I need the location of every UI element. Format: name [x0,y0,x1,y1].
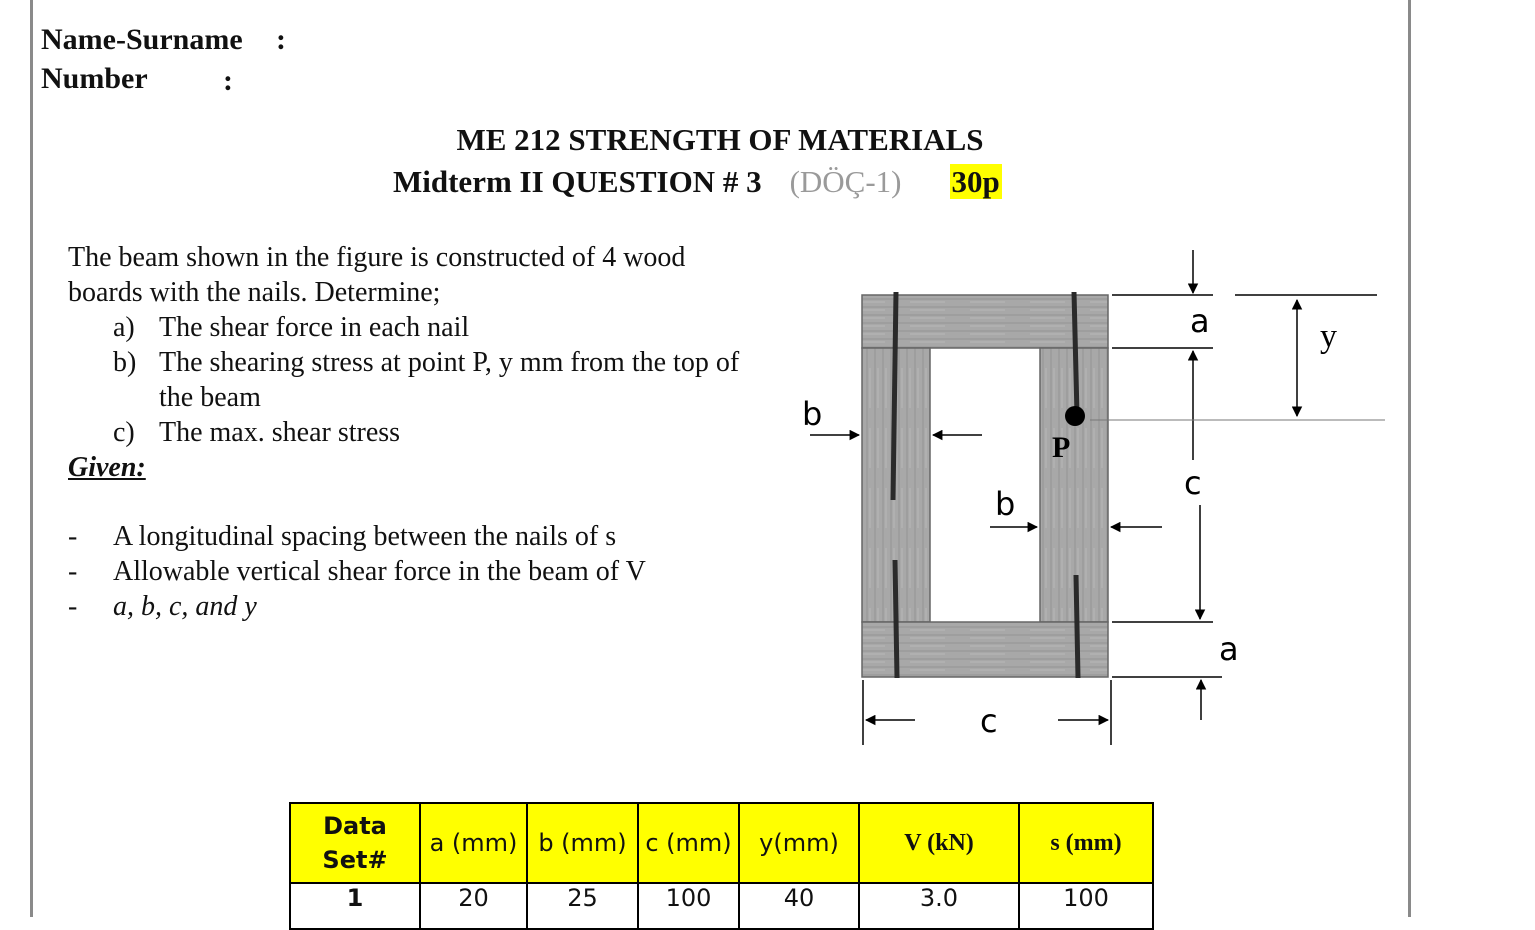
question-text: The shear force in each nail [159,312,470,343]
table-cell: 40 [739,883,859,929]
nail-top-left [893,292,896,500]
bullet-dash: - [68,521,78,552]
table-cell: 100 [638,883,739,929]
dim-c-vertical: c [1184,464,1202,502]
dim-a-top: a [1190,302,1210,340]
header-cell: V (kN) [859,803,1019,883]
bullet-dash: - [68,591,78,622]
dim-b-right: b [995,485,1016,523]
header-cell: y(mm) [739,803,859,883]
given-text: a, b, c, and y [113,591,257,622]
dim-c-horizontal: c [980,702,998,740]
doc-tag: (DÖÇ-1) [789,164,902,199]
given-heading: Given: [68,452,146,483]
nail-bottom-left [895,560,897,678]
point-p-marker [1065,406,1085,426]
table-header-row [290,803,1153,883]
number-label: Number [41,62,148,95]
number-colon: : [223,64,233,97]
name-colon: : [276,23,286,56]
bullet-dash: - [68,556,78,587]
course-title: ME 212 STRENGTH OF MATERIALS [456,122,984,157]
name-surname-label: Name-Surname [41,23,243,56]
point-p-label: P [1052,431,1071,464]
question-text: The max. shear stress [159,417,401,448]
header-cell: b (mm) [527,803,638,883]
header-cell: Data Set# [290,803,420,883]
given-text: A longitudinal spacing between the nails of s [113,521,617,552]
header-cell: s (mm) [1019,803,1153,883]
table-row [290,883,1153,929]
nail-bottom-right [1076,575,1078,678]
question-text: The shearing stress at point P, y mm from the top of the beam [159,347,740,413]
given-text: Allowable vertical shear force in the beam of V [113,556,646,587]
problem-intro: The beam shown in the figure is constructed of 4 wood boards with the nails. Determine; [68,242,686,308]
table-cell: 100 [1019,883,1153,929]
question-label: b) [113,347,137,378]
table-cell: 3.0 [859,883,1019,929]
question-title: Midterm II QUESTION # 3 [393,164,762,199]
top-board [862,295,1108,348]
dim-b-left: b [802,395,823,433]
data-table [289,802,1154,930]
table-cell: 20 [420,883,527,929]
header-cell: a (mm) [420,803,527,883]
nail-top-right [1074,292,1077,415]
question-label: c) [113,417,135,448]
dim-a-bottom: a [1219,630,1239,668]
points-badge: 30p [951,164,1000,199]
question-label: a) [113,312,135,343]
table-cell: 1 [290,883,420,929]
header-cell: c (mm) [638,803,739,883]
table-cell: 25 [527,883,638,929]
dim-y: y [1320,318,1337,355]
